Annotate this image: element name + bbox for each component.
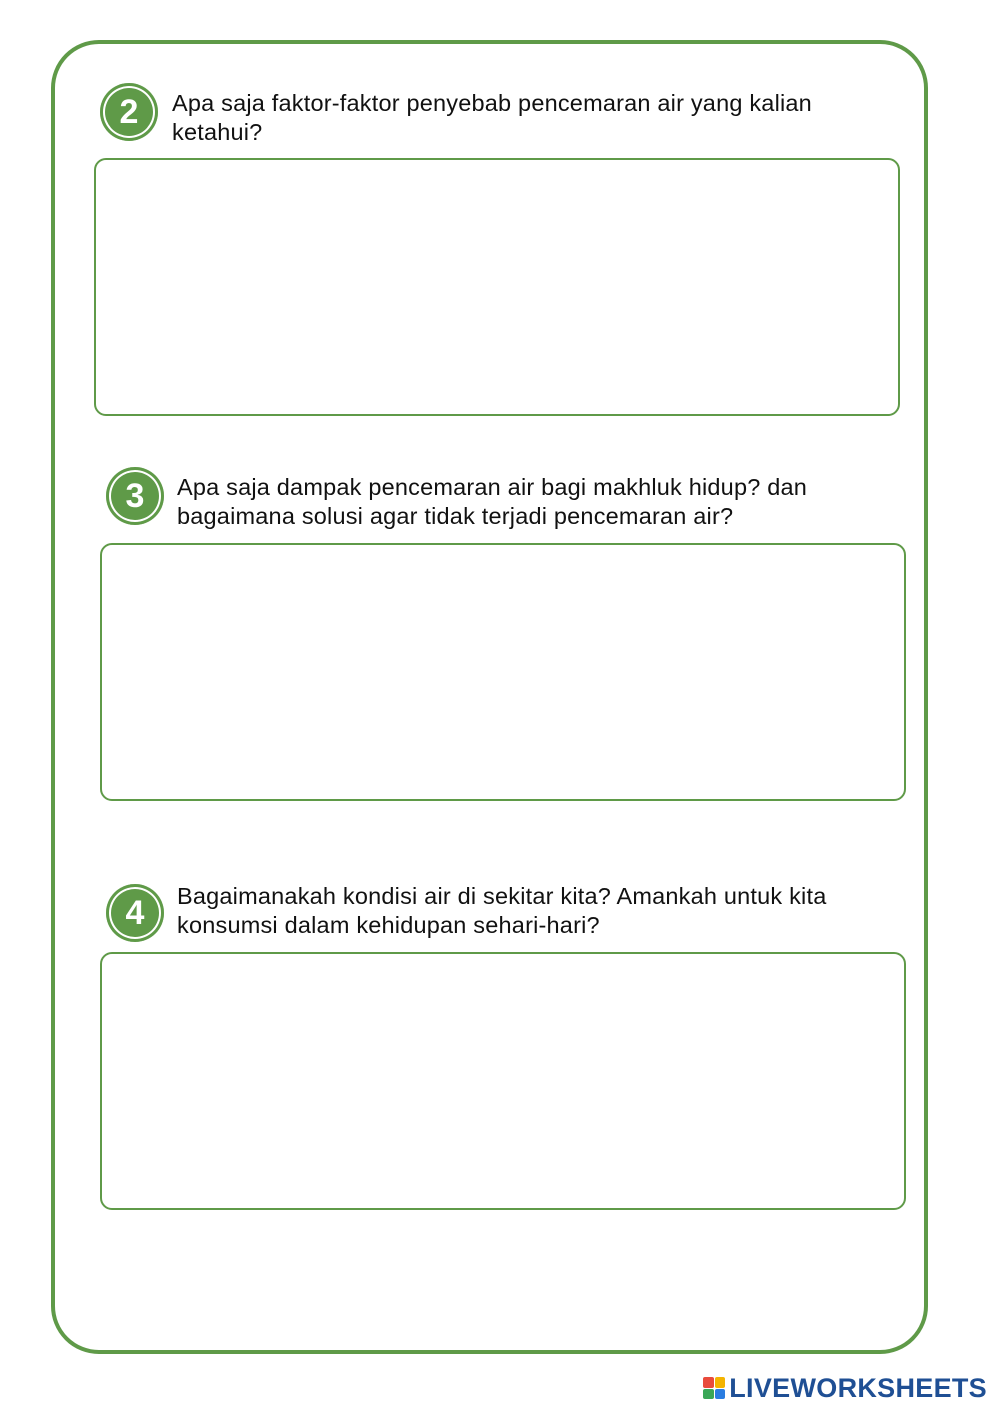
liveworksheets-logo <box>703 1372 987 1404</box>
question-number-badge: 2 <box>100 83 158 141</box>
question-text: Bagaimanakah kondisi air di sekitar kita? Amankah untuk kita konsumsi dalam kehidupan sehari-hari? <box>177 883 827 938</box>
question-text: Apa saja dampak pencemaran air bagi makhluk hidup? dan bagaimana solusi agar tidak terjadi pencemaran air? <box>177 474 808 529</box>
question-text: Apa saja faktor-faktor penyebab pencemaran air yang kalian ketahui? <box>172 90 812 145</box>
brand-name: LIVEWORKSHEETS <box>729 1372 987 1403</box>
liveworksheets-logo-icon <box>703 1377 725 1399</box>
question-number-badge: 3 <box>106 467 164 525</box>
answer-box-3[interactable] <box>100 543 906 801</box>
answer-box-2[interactable] <box>94 158 900 416</box>
question-number-badge: 4 <box>106 884 164 942</box>
answer-box-4[interactable] <box>100 952 906 1210</box>
